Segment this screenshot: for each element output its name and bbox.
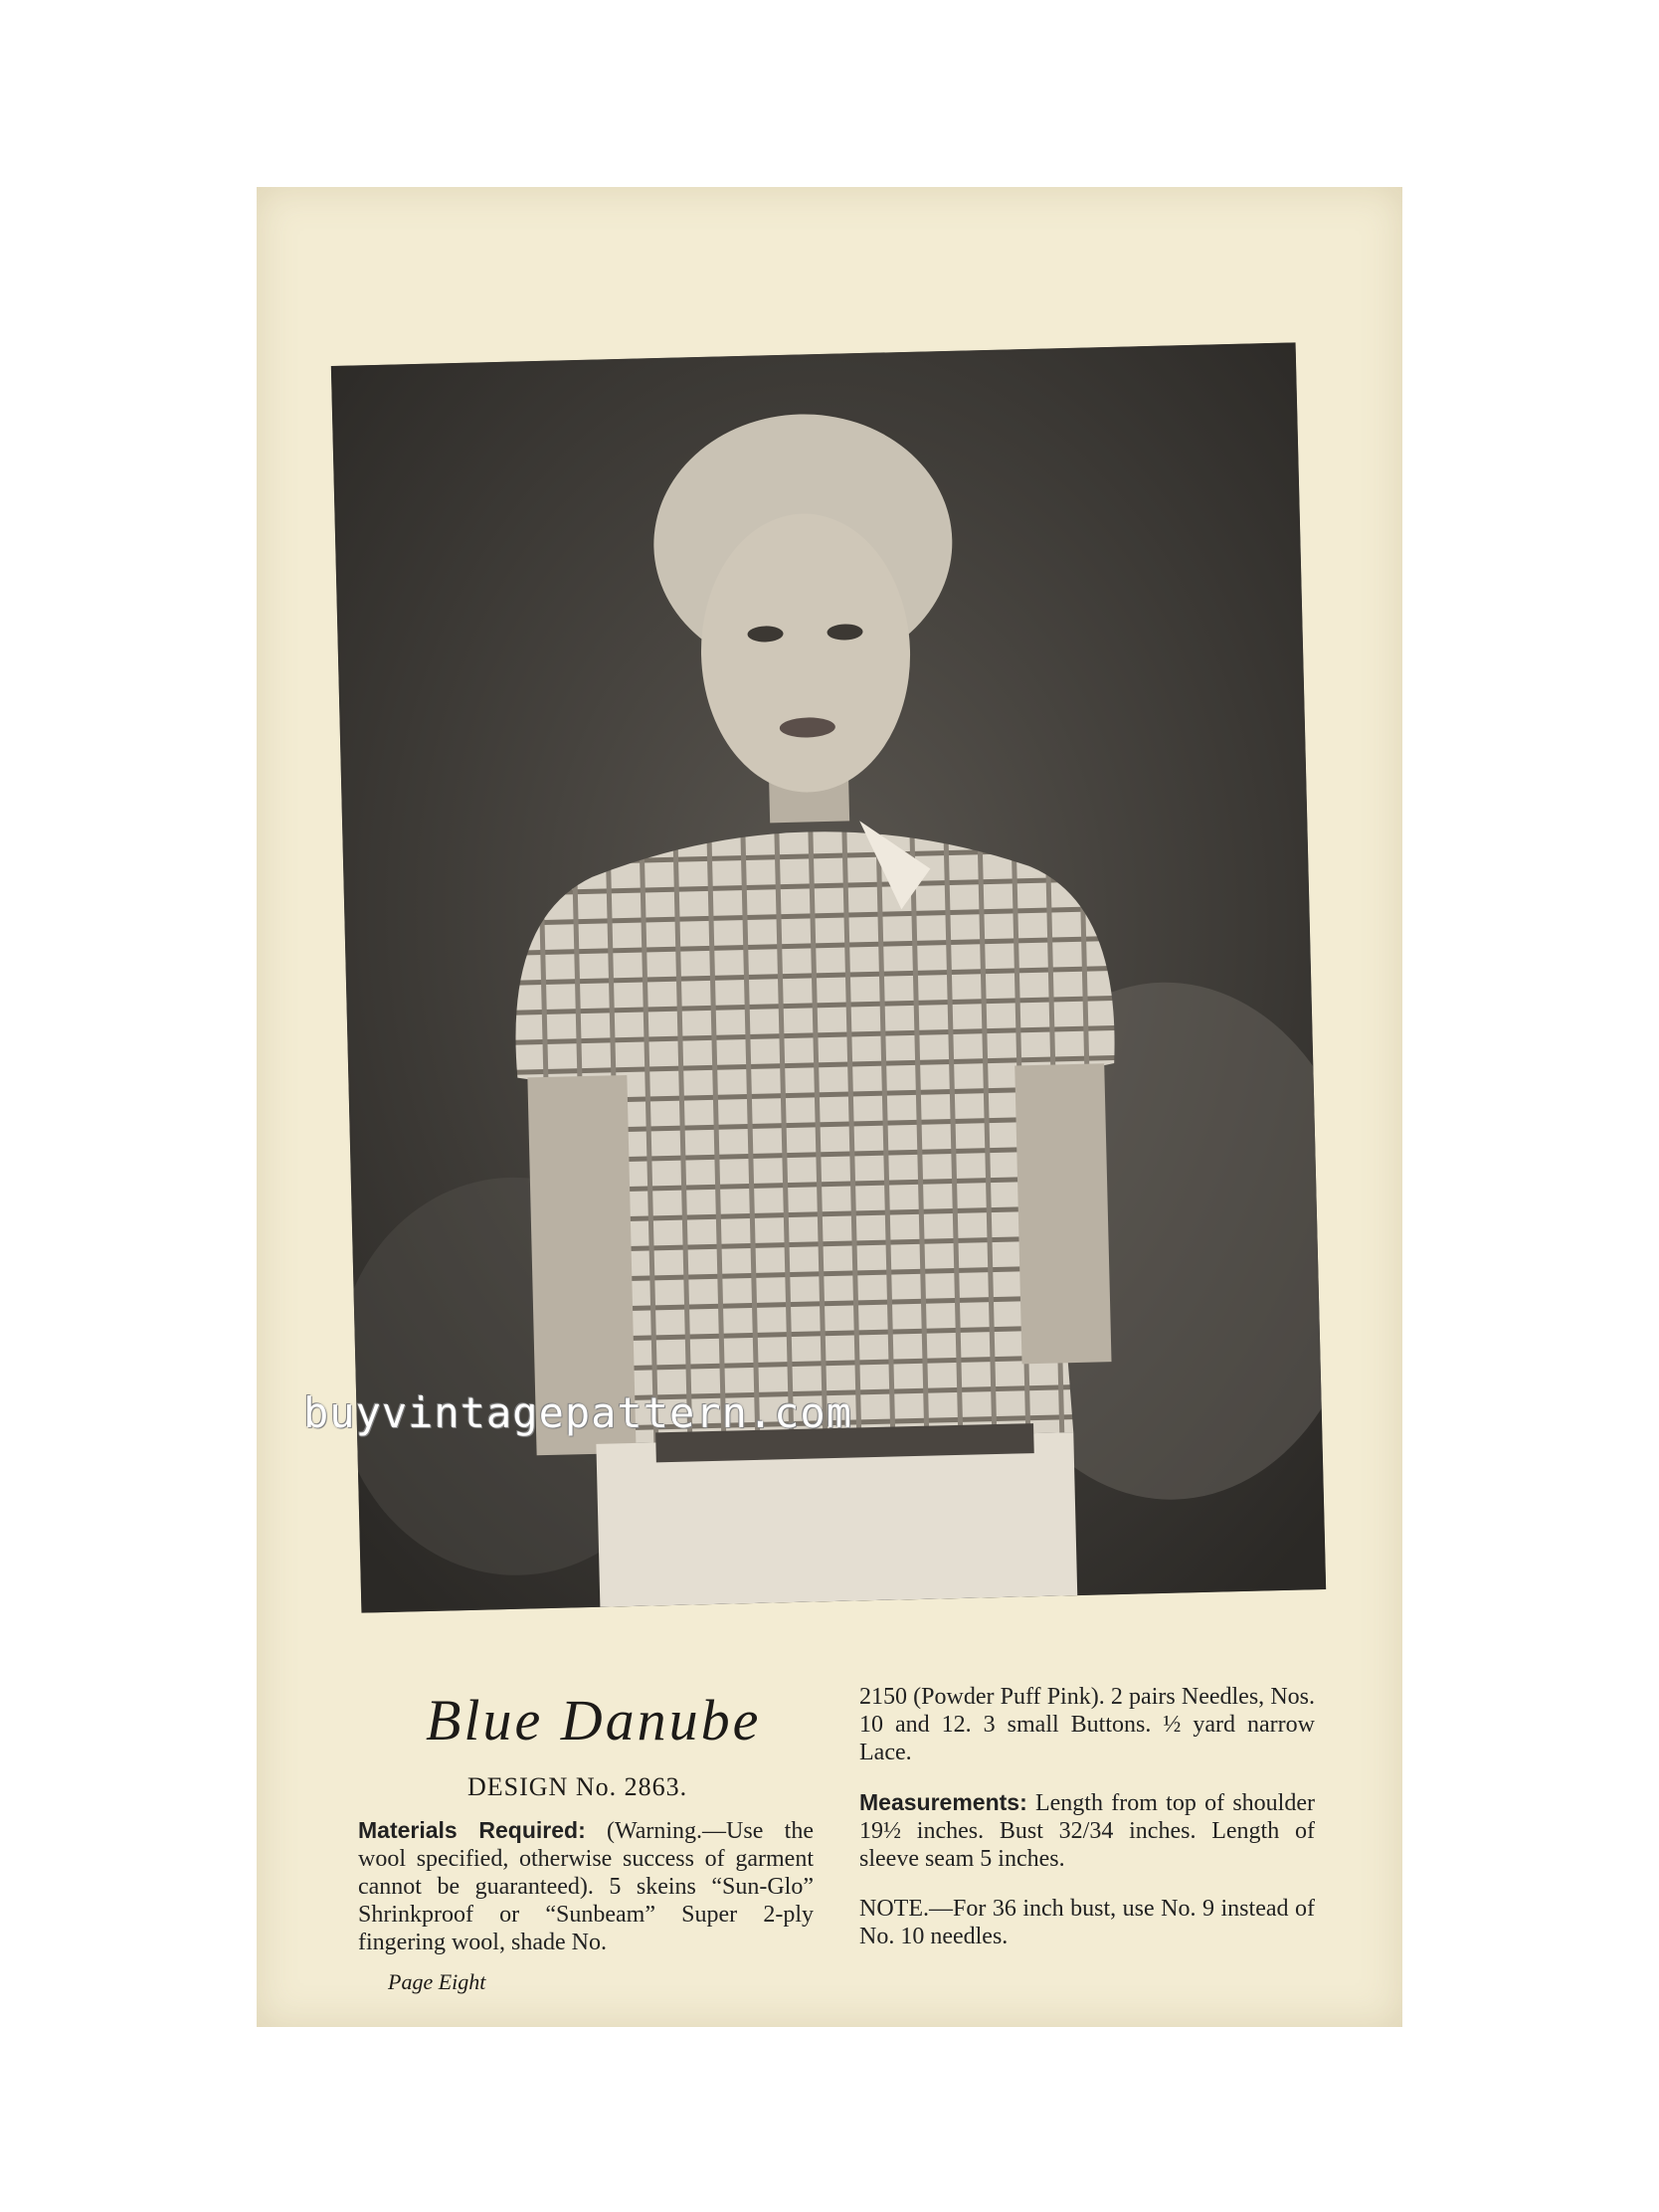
measurements-section — [859, 1788, 1315, 1873]
design-number: DESIGN No. 2863. — [467, 1772, 688, 1801]
materials-continued: 2150 (Powder Puff Pink). 2 pairs Needles, Nos. 10 and 12. 3 small Buttons. ½ yard narrow Lace. — [859, 1684, 1315, 1765]
measurements-text: Length from top of shoulder 19½ inches. Bust 32/34 inches. Length of sleeve seam 5 inches. — [859, 1790, 1315, 1872]
materials-heading: Materials Required: — [358, 1817, 586, 1843]
watermark-text: buyvintagepattern.com — [303, 1388, 853, 1437]
right-column — [859, 1683, 1315, 1972]
note-text: NOTE.—For 36 inch bust, use No. 9 instead of No. 10 needles. — [859, 1896, 1315, 1949]
measurements-heading: Measurements: — [859, 1789, 1027, 1815]
materials-text: (Warning.—Use the wool specified, otherwise success of garment cannot be guaranteed). 5 skeins “Sun-Glo” Shrinkproof or “Sunbeam” Super 2-ply fingering wool, shade No. — [358, 1818, 814, 1955]
materials-section — [358, 1816, 814, 1956]
page-label: Page Eight — [388, 1969, 486, 1994]
pattern-title: Blue Danube — [426, 1688, 762, 1752]
